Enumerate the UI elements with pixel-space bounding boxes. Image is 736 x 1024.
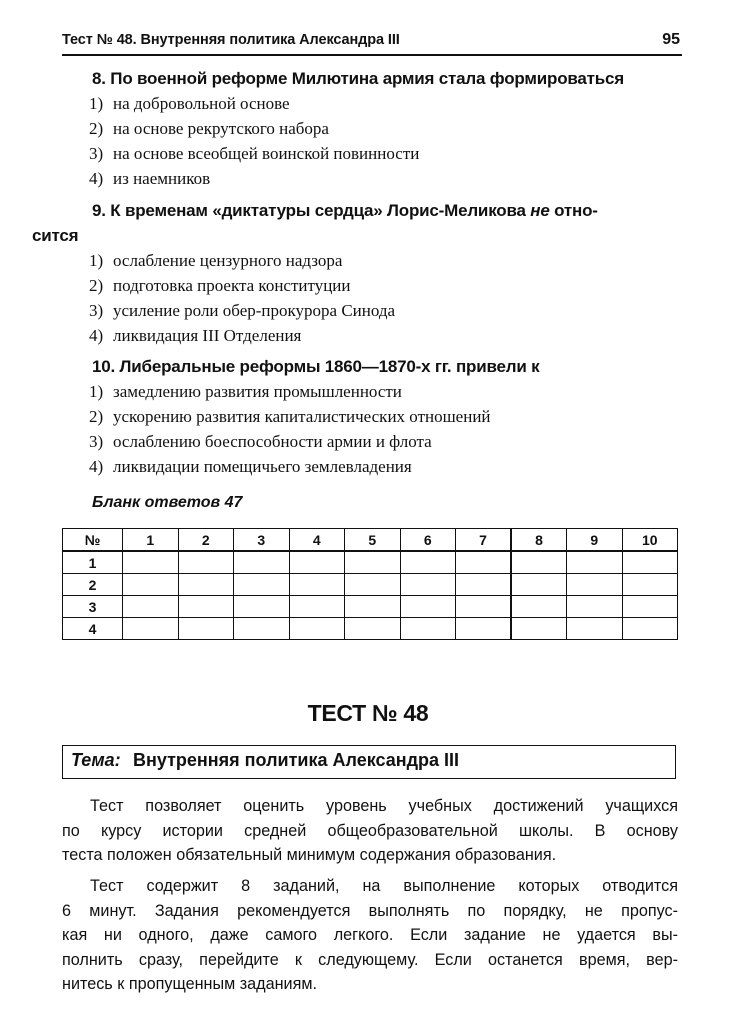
answer-cell[interactable] [345, 596, 401, 618]
answer-option: 4) ликвидация III Отделения [89, 326, 302, 345]
intro-paragraph [62, 794, 678, 868]
answer-sheet-table [62, 528, 678, 640]
answer-cell[interactable] [178, 574, 234, 596]
paragraph-line: полнить сразу, перейдите к следующему. Если останется время, вер- [62, 950, 678, 969]
header-cell: 1 [123, 529, 179, 552]
table-row [63, 551, 678, 574]
table-row [63, 618, 678, 640]
answer-cell[interactable] [345, 574, 401, 596]
answer-option: 1) на добровольной основе [89, 94, 290, 113]
answer-option: 3) усиление роли обер-прокурора Синода [89, 301, 396, 320]
question-8 [62, 66, 682, 191]
answer-cell[interactable] [289, 574, 345, 596]
header-cell: № [63, 529, 123, 552]
header-cell: 4 [289, 529, 345, 552]
header-cell: 3 [234, 529, 290, 552]
answer-sheet-title: Бланк ответов 47 [92, 494, 243, 511]
paragraph-line: по курсу истории средней общеобразовательной школы. В основу [62, 821, 678, 840]
answer-cell[interactable] [123, 574, 179, 596]
question-title: 10. Либеральные реформы 1860—1870-х гг. привели к [92, 357, 540, 376]
theme-value: Внутренняя политика Александра III [133, 750, 460, 770]
answer-option: 3) на основе всеобщей воинской повинности [89, 144, 420, 163]
answer-option: 2) ускорению развития капиталистических отношений [89, 407, 491, 426]
answer-cell[interactable] [345, 551, 401, 574]
paragraph-line: Тест позволяет оценить уровень учебных достижений учащихся [90, 797, 678, 815]
theme-box [62, 745, 676, 779]
paragraph-line: 6 минут. Задания рекомендуется выполнять по порядку, не пропус- [62, 901, 678, 920]
answer-cell[interactable] [234, 574, 290, 596]
answer-option: 1) ослабление цензурного надзора [89, 251, 343, 270]
answer-option: 2) подготовка проекта конституции [89, 276, 351, 295]
answer-cell[interactable] [456, 596, 512, 618]
answer-cell[interactable] [234, 596, 290, 618]
row-label: 4 [63, 618, 123, 640]
table-row [63, 574, 678, 596]
answer-cell[interactable] [178, 551, 234, 574]
page-number: 95 [662, 31, 680, 48]
answer-option: 3) ослаблению боеспособности армии и флота [89, 432, 432, 451]
question-title: 8. По военной реформе Милютина армия стала формироваться [92, 69, 625, 88]
answer-cell[interactable] [456, 574, 512, 596]
answer-cell[interactable] [400, 618, 456, 640]
answer-cell[interactable] [622, 618, 678, 640]
answer-cell[interactable] [567, 574, 623, 596]
answer-cell[interactable] [567, 618, 623, 640]
answer-option: 2) на основе рекрутского набора [89, 119, 329, 138]
question-9 [32, 198, 682, 348]
answer-cell[interactable] [622, 551, 678, 574]
paragraph-line: кая ни одного, даже самого легкого. Если задание не удается вы- [62, 926, 678, 944]
answer-cell[interactable] [456, 618, 512, 640]
answer-cell[interactable] [622, 596, 678, 618]
header-cell: 6 [400, 529, 456, 552]
theme-label: Тема: [71, 750, 121, 770]
running-title: Тест № 48. Внутренняя политика Александра III [62, 32, 400, 48]
row-label: 2 [63, 574, 123, 596]
paragraph-line: теста положен обязательный минимум содержания образования. [62, 846, 557, 864]
answer-cell[interactable] [511, 618, 567, 640]
answer-option: 4) из наемников [89, 169, 211, 188]
header-cell: 5 [345, 529, 401, 552]
row-label: 1 [63, 551, 123, 574]
answer-cell[interactable] [400, 574, 456, 596]
question-title: 9. К временам «диктатуры сердца» Лорис-Меликова не отно- сится [32, 201, 598, 245]
answer-cell[interactable] [123, 596, 179, 618]
answer-cell[interactable] [123, 551, 179, 574]
answer-cell[interactable] [511, 574, 567, 596]
answer-cell[interactable] [289, 596, 345, 618]
answer-cell[interactable] [511, 551, 567, 574]
header-cell: 8 [511, 529, 567, 552]
answer-cell[interactable] [234, 551, 290, 574]
answer-cell[interactable] [567, 596, 623, 618]
answer-cell[interactable] [400, 551, 456, 574]
instructions-paragraph [62, 874, 678, 997]
header-cell: 2 [178, 529, 234, 552]
paragraph-line: нитесь к пропущенным заданиям. [62, 975, 317, 993]
answer-cell[interactable] [289, 551, 345, 574]
answer-cell[interactable] [178, 618, 234, 640]
header-cell: 10 [622, 529, 678, 552]
answer-cell[interactable] [511, 596, 567, 618]
question-10 [62, 354, 682, 479]
answer-option: 4) ликвидации помещичьего землевладения [89, 457, 412, 476]
test-heading: ТЕСТ № 48 [307, 700, 429, 726]
answer-cell[interactable] [289, 618, 345, 640]
row-label: 3 [63, 596, 123, 618]
answer-cell[interactable] [178, 596, 234, 618]
answer-cell[interactable] [622, 574, 678, 596]
answer-cell[interactable] [400, 596, 456, 618]
answer-cell[interactable] [456, 551, 512, 574]
table-row [63, 596, 678, 618]
answer-option: 1) замедлению развития промышленности [89, 382, 402, 401]
answer-cell[interactable] [123, 618, 179, 640]
answer-cell[interactable] [345, 618, 401, 640]
header-cell: 7 [456, 529, 512, 552]
paragraph-line: Тест содержит 8 заданий, на выполнение которых отводится [90, 877, 678, 895]
running-header [62, 30, 682, 56]
table-header-row [63, 529, 678, 552]
answer-cell[interactable] [234, 618, 290, 640]
header-cell: 9 [567, 529, 623, 552]
answer-cell[interactable] [567, 551, 623, 574]
